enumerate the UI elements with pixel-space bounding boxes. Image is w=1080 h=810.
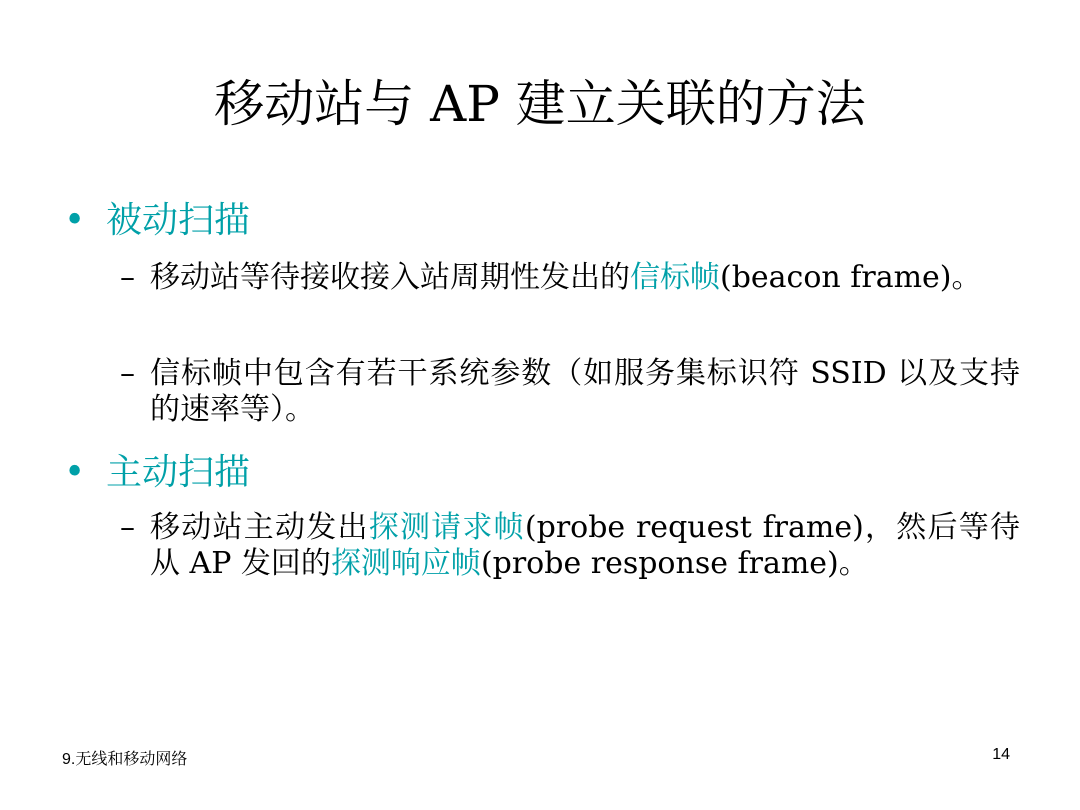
subitem-dash: – — [120, 356, 135, 391]
footer-chapter: 9.无线和移动网络 — [62, 751, 188, 768]
highlight-term: 探测请求帧 — [368, 510, 525, 545]
page-title: 移动站与 AP 建立关联的方法 — [214, 75, 866, 133]
subitem-passive-1 — [120, 260, 1020, 296]
bullet-marker: • — [64, 452, 86, 493]
subitem-dash: – — [120, 260, 135, 295]
bullet-active-scan — [64, 450, 250, 496]
text-part: 移动站等待接收接入站周期性发出的 — [150, 260, 630, 295]
text-part: (probe request frame)，然后等待从 AP 发回的 — [150, 510, 1021, 581]
text-part: 移动站主动发出 — [150, 510, 369, 545]
subitem-active-1 — [120, 510, 1020, 582]
text-part: 信标帧中包含有若干系统参数（如服务集标识符 SSID 以及支持的速率等）。 — [150, 356, 1020, 427]
subitem-text — [150, 260, 1020, 296]
text-part: (beacon frame)。 — [720, 260, 982, 295]
bullet-label: 主动扫描 — [106, 452, 251, 493]
highlight-term: 探测响应帧 — [330, 546, 481, 581]
subitem-dash: – — [120, 510, 135, 545]
page-number: 14 — [992, 746, 1010, 763]
subitem-text — [150, 510, 1020, 582]
subitem-passive-2 — [120, 356, 1020, 428]
text-part: (probe response frame)。 — [480, 546, 869, 581]
highlight-term: 信标帧 — [630, 260, 720, 295]
bullet-label: 被动扫描 — [106, 200, 251, 241]
bullet-passive-scan — [64, 198, 250, 244]
subitem-text — [150, 356, 1020, 428]
bullet-marker: • — [64, 200, 86, 241]
